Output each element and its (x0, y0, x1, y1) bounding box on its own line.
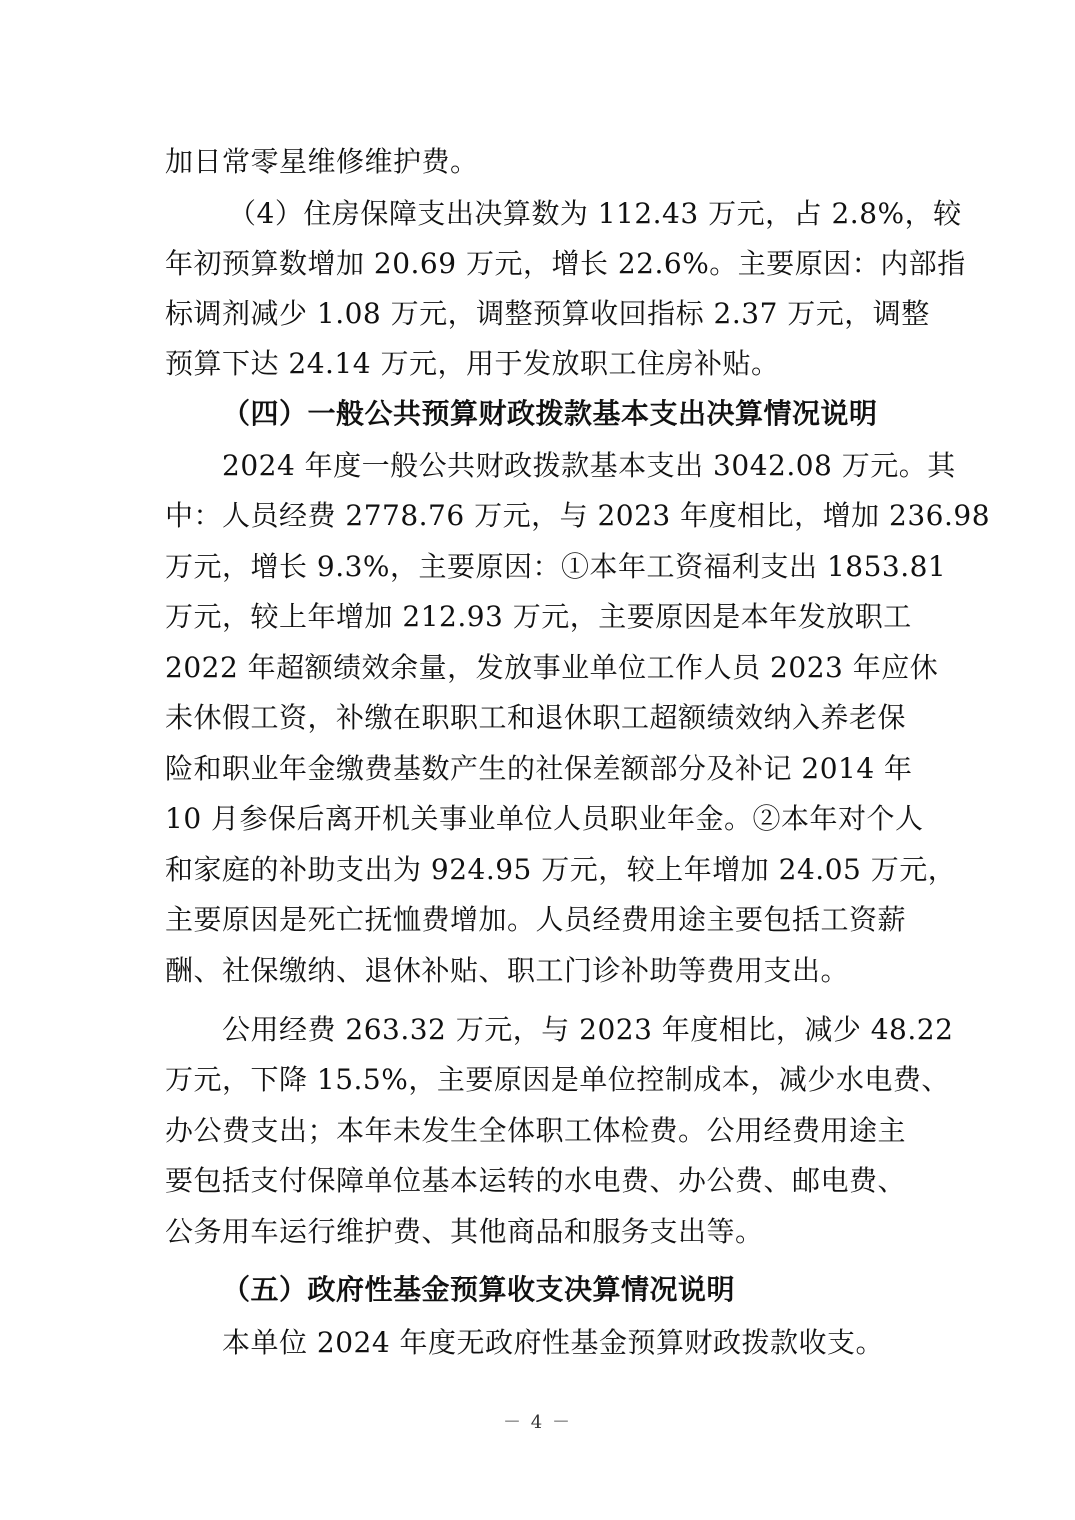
paragraph-line: 2024 年度一般公共财政拨款基本支出 3042.08 万元。其 (222, 449, 956, 482)
paragraph-line: 年初预算数增加 20.69 万元，增长 22.6%。主要原因：内部指 (165, 247, 966, 280)
paragraph-line: 要包括支付保障单位基本运转的水电费、办公费、邮电费、 (165, 1164, 907, 1197)
paragraph-line: （4）住房保障支出决算数为 112.43 万元，占 2.8%，较 (228, 197, 962, 230)
paragraph-line: 和家庭的补助支出为 924.95 万元，较上年增加 24.05 万元， (165, 853, 957, 886)
paragraph-line: 中：人员经费 2778.76 万元，与 2023 年度相比，增加 236.98 (165, 499, 991, 532)
section-heading: （五）政府性基金预算收支决算情况说明 (222, 1273, 736, 1306)
paragraph-line: 加日常零星维修维护费。 (165, 145, 479, 178)
section-heading: （四）一般公共预算财政拨款基本支出决算情况说明 (222, 397, 878, 430)
paragraph-line: 预算下达 24.14 万元，用于发放职工住房补贴。 (165, 347, 780, 380)
paragraph-line: 万元，增长 9.3%，主要原因：①本年工资福利支出 1853.81 (165, 550, 947, 583)
paragraph-line: 酬、社保缴纳、退休补贴、职工门诊补助等费用支出。 (165, 954, 850, 987)
paragraph-line: 险和职业年金缴费基数产生的社保差额部分及补记 2014 年 (165, 752, 913, 785)
paragraph-line: 本单位 2024 年度无政府性基金预算财政拨款收支。 (222, 1326, 885, 1359)
paragraph-line: 公用经费 263.32 万元，与 2023 年度相比，减少 48.22 (222, 1013, 954, 1046)
page-number: － 4 － (503, 1412, 572, 1433)
paragraph-line: 2022 年超额绩效余量，发放事业单位工作人员 2023 年应休 (165, 651, 939, 684)
paragraph-line: 公务用车运行维护费、其他商品和服务支出等。 (165, 1215, 764, 1248)
paragraph-line: 10 月参保后离开机关事业单位人员职业年金。②本年对个人 (165, 802, 924, 835)
paragraph-line: 万元，较上年增加 212.93 万元，主要原因是本年发放职工 (165, 600, 912, 633)
paragraph-line: 办公费支出；本年未发生全体职工体检费。公用经费用途主 (165, 1114, 907, 1147)
paragraph-line: 万元，下降 15.5%，主要原因是单位控制成本，减少水电费、 (165, 1063, 950, 1096)
paragraph-line: 未休假工资，补缴在职职工和退休职工超额绩效纳入养老保 (165, 701, 907, 734)
paragraph-line: 主要原因是死亡抚恤费增加。人员经费用途主要包括工资薪 (165, 903, 907, 936)
paragraph-line: 标调剂减少 1.08 万元，调整预算收回指标 2.37 万元，调整 (165, 297, 930, 330)
